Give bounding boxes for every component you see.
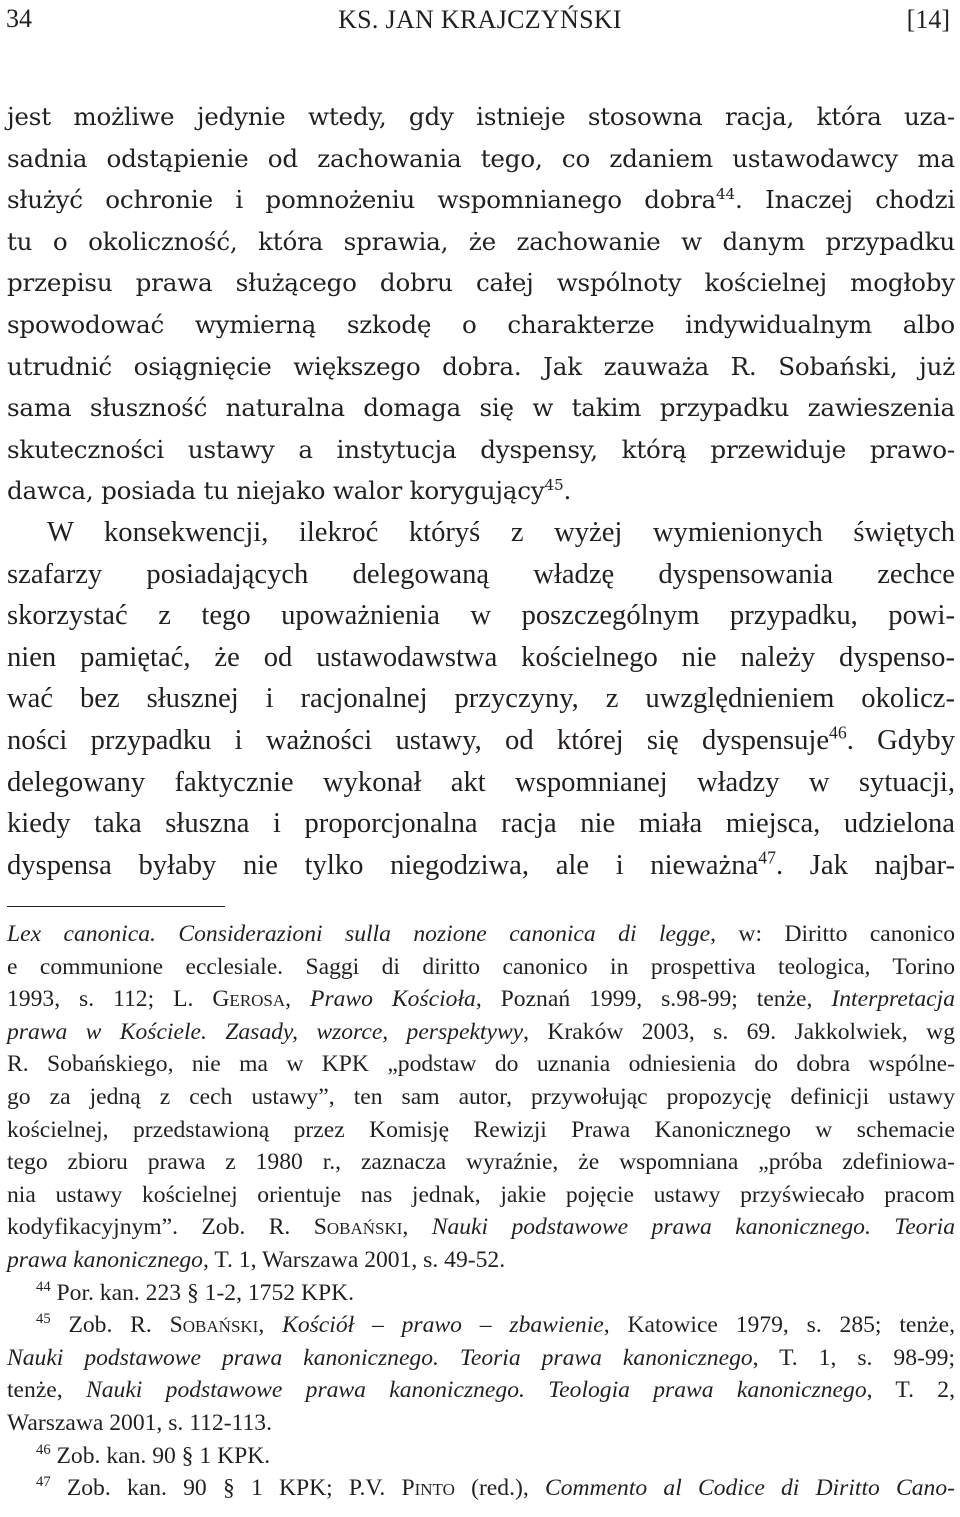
footnote-line: go za jedną z cech ustawy”, ten sam autor, przywołując propozycję definicji ustawy <box>7 1083 955 1110</box>
footnote-number: 47 <box>36 1474 51 1491</box>
footnote-line: e communione ecclesiale. Saggi di diritto canonico in prospettiva teologica, Torino <box>7 953 955 980</box>
footnote-line: R. Sobańskiego, nie ma w KPK „podstaw do uznania odniesienia do dobra wspólne- <box>7 1051 955 1078</box>
footnote-ref-44[interactable]: 44 <box>716 185 736 203</box>
page-number: 34 <box>6 4 32 33</box>
footnote-number: 44 <box>36 1278 51 1295</box>
section-marker: [14] <box>906 5 950 34</box>
footnote-line: tego zbioru prawa z 1980 r., zaznacza wyraźnie, że wspomniana „próba zdefiniowa- <box>7 1149 955 1176</box>
text-line: ności przypadku i ważności ustawy, od której się dyspensuje$^{46}$. Gdyby <box>7 722 955 756</box>
text-line: dawca, posiada tu niejako walor korygujący$^{45}$. <box>7 476 572 506</box>
text-line: jest możliwe jedynie wtedy, gdy istnieje stosowna racja, która uza- <box>7 102 955 131</box>
footnote-line: nia ustawy kościelnej orientuje nas jednak, jakie pojęcie ustawy przyświecało pracom <box>7 1181 955 1208</box>
footnote-ref-47[interactable]: 47 <box>758 847 776 868</box>
footnote-line: Lex canonica. Considerazioni sulla nozione canonica di legge, w: Diritto canonico <box>7 921 955 947</box>
footnote-line: kodyfikacyjnym”. Zob. R. Sobański, Nauki podstawowe prawa kanonicznego. Teoria <box>7 1214 956 1241</box>
running-header <box>0 0 960 44</box>
footnote-44: $^{44}$ Por. kan. 223 § 1-2, 1752 KPK. <box>36 1278 355 1306</box>
text-line: utrudnić osiągnięcie większego dobra. Jak zauważa R. Sobański, już <box>7 351 955 381</box>
text-line: sama słuszność naturalna domaga się w takim przypadku zawieszenia <box>7 393 955 423</box>
text-line: sadnia odstąpienie od zachowania tego, co zdaniem ustawodawcy ma <box>7 143 955 173</box>
footnote-ref-46[interactable]: 46 <box>829 722 847 743</box>
footnote-line: prawa kanonicznego, T. 1, Warszawa 2001, s. 49-52. <box>7 1246 506 1273</box>
text-line: tu o okoliczność, która sprawia, że zachowanie w danym przypadku <box>7 226 955 256</box>
footnote-45: $^{45}$ Zob. R. Sobański, Kościół – prawo – zbawienie, Katowice 1979, s. 285; tenże, <box>36 1311 955 1339</box>
text-line: delegowany faktycznie wykonał akt wspomnianej władzy w sytuacji, <box>7 766 955 798</box>
footnote-number: 45 <box>36 1311 51 1328</box>
footnotes <box>7 918 955 1505</box>
text-line: dyspensa byłaby nie tylko niegodziwa, ale i nieważna$^{47}$. Jak najbar- <box>7 847 955 881</box>
footnote-line: Warszawa 2001, s. 112-113. <box>7 1409 272 1436</box>
text-line: nien pamiętać, że od ustawodawstwa kościelnego nie należy dyspenso- <box>7 641 955 673</box>
footnote-line: kościelnej, przedstawioną przez Komisję Rewizji Prawa Kanonicznego w schemacie <box>7 1116 955 1143</box>
paragraph-1 <box>7 96 955 512</box>
footnote-separator <box>7 906 225 907</box>
text-line: skorzystać z tego upoważnienia w poszczególnym przypadku, powi- <box>7 600 955 632</box>
text-line: wać bez słusznej i racjonalnej przyczyny, z uwzględnieniem okolicz- <box>7 683 955 715</box>
text-line: szafarzy posiadających delegowaną władzę dyspensowania zechce <box>7 558 955 590</box>
running-title: KS. JAN KRAJCZYŃSKI <box>338 5 622 34</box>
text-line: służyć ochronie i pomnożeniu wspomnianego dobra$^{44}$. Inaczej chodzi <box>7 185 956 215</box>
footnote-number: 46 <box>36 1441 51 1458</box>
footnote-ref-45[interactable]: 45 <box>544 476 564 495</box>
footnote-line: Nauki podstawowe prawa kanonicznego. Teoria prawa kanonicznego, T. 1, s. 98-99; <box>7 1344 956 1371</box>
footnote-47: $^{47}$ Zob. kan. 90 § 1 KPK; P.V. Pinto (red.), Commento al Codice di Diritto Cano- <box>36 1474 956 1502</box>
main-text <box>7 96 955 886</box>
text-line: kiedy taka słuszna i proporcjonalna racja nie miała miejsca, udzielona <box>7 808 955 840</box>
text-line: przepisu prawa służącego dobru całej wspólnoty kościelnej mogłoby <box>7 268 955 298</box>
text-line: W konsekwencji, ilekroć któryś z wyżej wymienionych świętych <box>47 516 955 548</box>
footnote-46: $^{46}$ Zob. kan. 90 § 1 KPK. <box>36 1441 271 1469</box>
footnote-line: tenże, Nauki podstawowe prawa kanonicznego. Teologia prawa kanonicznego, T. 2, <box>7 1377 955 1404</box>
text-line: spowodować wymierną szkodę o charakterze indywidualnym albo <box>7 309 955 339</box>
paragraph-2 <box>7 512 955 886</box>
footnote-line: 1993, s. 112; L. Gerosa, Prawo Kościoła, Poznań 1999, s.98-99; tenże, Interpretacja <box>7 986 956 1013</box>
text-line: skuteczności ustawy a instytucja dyspensy, którą przewiduje prawo- <box>7 434 955 464</box>
footnote-line: prawa w Kościele. Zasady, wzorce, perspektywy, Kraków 2003, s. 69. Jakkolwiek, wg <box>7 1018 955 1045</box>
